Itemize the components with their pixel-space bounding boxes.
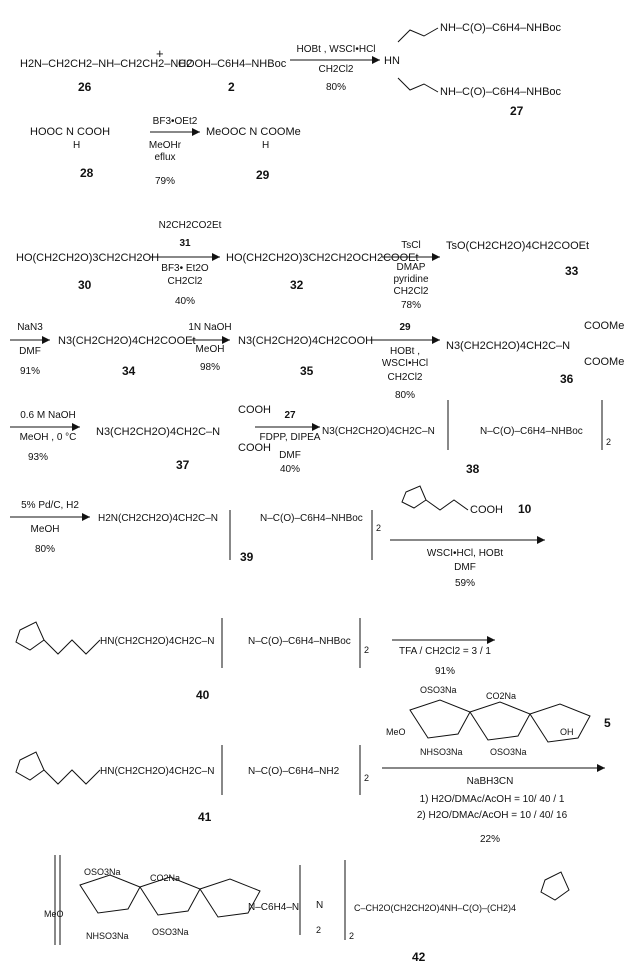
r4-cond-a: NaN3 <box>17 322 43 333</box>
r3-cond-f: CH2Cl2 <box>393 286 429 297</box>
compound-29-formula: MeOOC N COOMe <box>206 126 301 138</box>
arrowhead-r6a <box>82 513 90 521</box>
r6-cond-b: MeOH <box>30 524 60 535</box>
r6-yield-a: 80% <box>34 544 55 555</box>
compound-30-formula: HO(CH2CH2O)3CH2CH2OH <box>16 252 160 264</box>
ring-10 <box>402 486 426 508</box>
chain-10 <box>426 500 468 510</box>
compound-35-label: 35 <box>300 364 314 378</box>
compound-41-sub: 2 <box>364 773 370 783</box>
compound-39-tail: N–C(O)–C6H4–NHBoc <box>260 513 363 524</box>
compound-27-label: 27 <box>510 104 524 118</box>
r1-yield: 80% <box>325 82 346 93</box>
r3-cond-b: CH2Cl2 <box>167 276 203 287</box>
compound-35-formula: N3(CH2CH2O)4CH2COOH <box>238 335 374 347</box>
r6-yield-b: 59% <box>454 578 475 589</box>
r4-cond-e: 29 <box>399 322 411 333</box>
compound-39-sub: 2 <box>376 523 382 533</box>
r4-cond-d: MeOH <box>195 344 225 355</box>
compound-42-core: N <box>316 900 324 911</box>
compound-38-label: 38 <box>466 462 480 476</box>
r7-cond-a: TFA / CH2Cl2 = 3 / 1 <box>399 646 491 657</box>
bond-27-bot <box>398 78 438 92</box>
sugar-42-e: OSO3Na <box>152 927 189 937</box>
compound-33-formula: TsO(CH2CH2O)4CH2COOEt <box>446 240 590 252</box>
r6-reagent: COOH <box>470 504 503 516</box>
compound-36-top: COOMe <box>584 320 625 332</box>
sugar-5-d: OH <box>560 727 574 737</box>
arrowhead-r1 <box>372 56 380 64</box>
compound-37-label: 37 <box>176 458 190 472</box>
bond-27-top <box>398 28 438 42</box>
r3-yield-a: 40% <box>174 296 195 307</box>
sugar-42-b: CO2Na <box>150 873 181 883</box>
compound-39-formula: H2N(CH2CH2O)4CH2C–N <box>98 513 219 524</box>
compound-37-top: COOH <box>238 404 271 416</box>
r2-cond-bot: eflux <box>154 152 176 163</box>
sugar-42-ring-a <box>80 875 140 913</box>
r4-yield-a: 91% <box>19 366 40 377</box>
r2-yield: 79% <box>154 176 175 187</box>
compound-37-formula: N3(CH2CH2O)4CH2C–N <box>96 426 221 438</box>
r5-cond-d: FDPP, DIPEA <box>259 432 321 443</box>
plus-sign: + <box>156 46 164 61</box>
r5-yield-a: 93% <box>27 452 48 463</box>
arrowhead-r8 <box>597 764 605 772</box>
r8-cond-b: 1) H2O/DMAc/AcOH = 10/ 40 / 1 <box>419 794 565 805</box>
r6-reagent-label: 10 <box>518 502 532 516</box>
compound-40-formula: HN(CH2CH2O)4CH2C–N <box>100 636 215 647</box>
r4-cond-f: HOBt , <box>389 346 420 357</box>
compound-32-formula: HO(CH2CH2O)3CH2CH2OCH2COOEt <box>226 252 419 264</box>
sugar-42-a: OSO3Na <box>84 867 121 877</box>
chain-41 <box>44 770 100 784</box>
arrowhead-r4b <box>222 336 230 344</box>
compound-33-label: 33 <box>565 264 579 278</box>
sugar-42-c: MeO <box>44 909 64 919</box>
r5-cond-a: 0.6 M NaOH <box>20 410 76 421</box>
sugar-5-ring-a <box>410 700 470 738</box>
compound-42-chain: C–CH2O(CH2CH2O)4NH–C(O)–(CH2)4 <box>354 903 517 913</box>
r4-cond-c: 1N NaOH <box>188 322 232 333</box>
r5-cond-b: MeOH , 0 °C <box>19 432 77 443</box>
r4-cond-h: CH2Cl2 <box>387 372 423 383</box>
r8-yield-a: 22% <box>479 834 500 845</box>
r3-cond-d: DMAP <box>396 262 426 273</box>
compound-40-sub: 2 <box>364 645 370 655</box>
compound-32-label: 32 <box>290 278 304 292</box>
arrowhead-r5a <box>72 423 80 431</box>
compound-38-tail: N–C(O)–C6H4–NHBoc <box>480 426 583 437</box>
compound-28-nh: H <box>73 140 81 151</box>
compound-34-formula: N3(CH2CH2O)4CH2COOEt <box>58 335 196 347</box>
compound-29-label: 29 <box>256 168 270 182</box>
arrowhead-r5b <box>312 423 320 431</box>
r4-cond-b: DMF <box>19 346 41 357</box>
arrowhead-r3b <box>432 253 440 261</box>
compound-2-label: 2 <box>228 80 235 94</box>
compound-42-sub-inner: 2 <box>316 925 322 935</box>
compound-28-label: 28 <box>80 166 94 180</box>
r1-cond-solvent: CH2Cl2 <box>318 64 354 75</box>
compound-40-tail: N–C(O)–C6H4–NHBoc <box>248 636 351 647</box>
compound-37-bot: COOH <box>238 442 271 454</box>
compound-26-label: 26 <box>78 80 92 94</box>
compound-41-tail: N–C(O)–C6H4–NH2 <box>248 766 340 777</box>
compound-5-label: 5 <box>604 716 611 730</box>
compound-41-formula: HN(CH2CH2O)4CH2C–N <box>100 766 215 777</box>
compound-36-formula: N3(CH2CH2O)4CH2C–N <box>446 340 571 352</box>
compound-29-nh: H <box>262 140 270 151</box>
sugar-5-b: CO2Na <box>486 691 517 701</box>
sugar-5-a: OSO3Na <box>420 685 457 695</box>
r2-cond-mid: MeOHr <box>148 140 182 151</box>
compound-42-label: 42 <box>412 950 426 964</box>
r5-cond-c: 27 <box>284 410 296 421</box>
r5-yield-b: 40% <box>279 464 300 475</box>
compound-27-top: NH–C(O)–C6H4–NHBoc <box>440 22 562 34</box>
arrowhead-r4a <box>42 336 50 344</box>
compound-38-sub: 2 <box>606 437 612 447</box>
ring-40 <box>16 622 44 650</box>
r3-cond-c: TsCl <box>401 240 421 251</box>
r6-cond-d: DMF <box>454 562 476 573</box>
r3-reagent-label: 31 <box>179 238 191 249</box>
compound-28-formula: HOOC N COOH <box>30 126 111 138</box>
r6-cond-a: 5% Pd/C, H2 <box>21 500 79 511</box>
arrowhead-r6b <box>537 536 545 544</box>
r3-reagent: N2CH2CO2Et <box>158 220 222 231</box>
r8-cond-a: NaBH3CN <box>466 776 514 787</box>
compound-34-label: 34 <box>122 364 136 378</box>
r6-cond-c: WSCI•HCl, HOBt <box>426 548 504 559</box>
r2-cond-top: BF3•OEt2 <box>152 116 198 127</box>
compound-2-formula: COOH–C6H4–NHBoc <box>178 58 287 70</box>
r7-yield-a: 91% <box>434 666 455 677</box>
ring-42 <box>541 872 569 900</box>
compound-39-label: 39 <box>240 550 254 564</box>
compound-38-formula: N3(CH2CH2O)4CH2C–N <box>322 426 435 437</box>
compound-42-link: N–C6H4–N <box>248 902 300 913</box>
r4-cond-g: WSCI•HCl <box>381 358 429 369</box>
r4-yield-c: 80% <box>394 390 415 401</box>
compound-36-bot: COOMe <box>584 356 625 368</box>
sugar-5-c: MeO <box>386 727 406 737</box>
compound-42-sub-outer: 2 <box>349 931 355 941</box>
compound-36-label: 36 <box>560 372 574 386</box>
compound-30-label: 30 <box>78 278 92 292</box>
r8-cond-c: 2) H2O/DMAc/AcOH = 10 / 40/ 16 <box>416 810 568 821</box>
arrowhead-r4c <box>432 336 440 344</box>
r3-yield-b: 78% <box>400 300 421 311</box>
r4-yield-b: 98% <box>199 362 220 373</box>
compound-27-bot: NH–C(O)–C6H4–NHBoc <box>440 86 562 98</box>
compound-26-formula: H2N–CH2CH2–NH–CH2CH2–NH2 <box>20 58 193 70</box>
sugar-5-e: NHSO3Na <box>420 747 463 757</box>
compound-41-label: 41 <box>198 810 212 824</box>
compound-27-mid: HN <box>384 55 400 67</box>
arrowhead-r2 <box>192 128 200 136</box>
r1-cond-top: HOBt , WSCI•HCl <box>296 44 376 55</box>
sugar-5-f: OSO3Na <box>490 747 527 757</box>
sugar-42-d: NHSO3Na <box>86 931 129 941</box>
compound-40-label: 40 <box>196 688 210 702</box>
r3-cond-a: BF3• Et2O <box>161 263 209 274</box>
r3-cond-e: pyridine <box>393 274 429 285</box>
ring-41 <box>16 752 44 780</box>
arrowhead-r7 <box>487 636 495 644</box>
sugar-5-ring-b <box>470 702 530 740</box>
chain-40 <box>44 640 100 654</box>
arrowhead-r3a <box>212 253 220 261</box>
r5-cond-e: DMF <box>279 450 301 461</box>
